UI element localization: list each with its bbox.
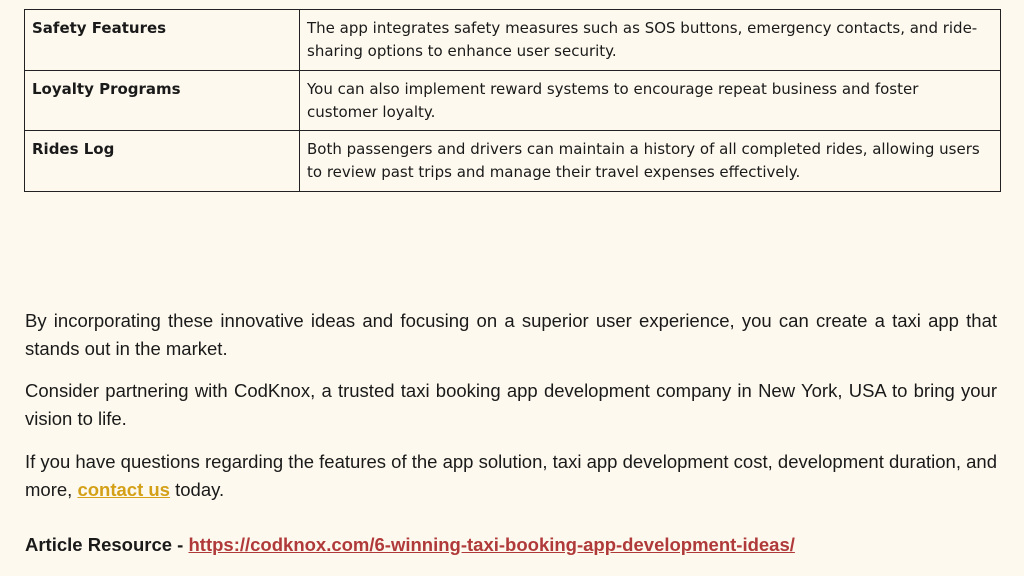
feature-name-rides-log: Rides Log — [25, 131, 300, 192]
article-resource-label: Article Resource - — [25, 534, 189, 555]
features-table — [24, 9, 1001, 192]
contact-us-link[interactable]: contact us — [77, 479, 170, 500]
conclusion-paragraph: By incorporating these innovative ideas and focusing on a superior user experience, you can create a taxi app that stands out in the market. — [25, 310, 997, 359]
article-resource — [25, 531, 795, 559]
table-row — [25, 10, 1001, 71]
contact-paragraph — [25, 448, 997, 504]
table-row — [25, 70, 1001, 131]
table-row — [25, 131, 1001, 192]
feature-description-rides-log: Both passengers and drivers can maintain a history of all completed rides, allowing users to review past trips and manage their travel expenses effectively. — [300, 131, 1001, 192]
feature-description-safety: The app integrates safety measures such as SOS buttons, emergency contacts, and ride-sharing options to enhance user security. — [300, 10, 1001, 71]
feature-name-loyalty: Loyalty Programs — [25, 70, 300, 131]
contact-paragraph-tail: today. — [169, 479, 225, 500]
feature-name-safety: Safety Features — [25, 10, 300, 71]
article-resource-link[interactable]: https://codknox.com/6-winning-taxi-booking-app-development-ideas/ — [188, 534, 795, 555]
contact-paragraph-lead: If you have questions regarding the features of the app solution, taxi app development cost, development duration, and more, — [25, 451, 997, 500]
partner-paragraph: Consider partnering with CodKnox, a trusted taxi booking app development company in New York, USA to bring your vision to life. — [25, 380, 997, 429]
feature-description-loyalty: You can also implement reward systems to encourage repeat business and foster customer loyalty. — [300, 70, 1001, 131]
